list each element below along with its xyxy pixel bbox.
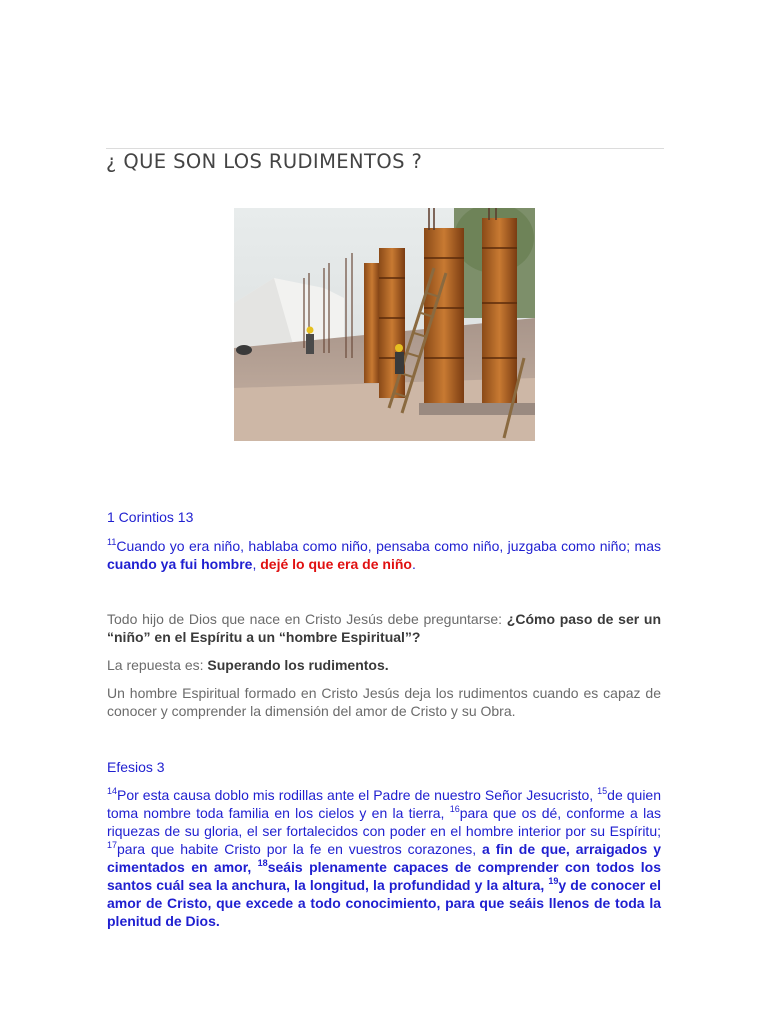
question-paragraph: [107, 610, 661, 646]
page-title: ¿ QUE SON LOS RUDIMENTOS ?: [106, 150, 423, 173]
verse-text: ,: [252, 556, 261, 572]
answer-text: La repuesta es:: [107, 657, 208, 673]
verse-text: para que habite Cristo por la fe en vuestros corazones,: [117, 841, 483, 857]
verse-efesios: [107, 786, 661, 930]
verse-number: 11: [107, 537, 117, 547]
verse-emphasis: y de conocer el amor de Cristo, que excede a todo conocimiento, para que seáis llenos de toda la plenitud de Dios.: [107, 877, 661, 929]
answer-emphasis: Superando los rudimentos.: [207, 657, 389, 673]
verse-emphasis: a fin de que, arraigados y cimentados en amor,: [107, 841, 662, 875]
verse-highlight: dejé lo que era de niño: [260, 556, 412, 572]
verse-emphasis: cuando ya fui hombre: [107, 556, 253, 572]
verse-number: 15: [597, 786, 608, 796]
verse-text: .: [411, 556, 416, 572]
answer-paragraph: [107, 656, 661, 674]
verse-text: para que os dé, conforme a las riquezas de su gloria, el ser fortalecidos con poder en el hombre interior por su Espíritu;: [107, 805, 661, 839]
verse-number: 16: [449, 804, 460, 814]
header-divider: [106, 148, 664, 149]
construction-site-photo: [234, 208, 535, 441]
verse-number: 14: [107, 786, 118, 796]
reference-corintios: 1 Corintios 13: [107, 509, 194, 525]
question-emphasis: ¿Cómo paso de ser un “niño” en el Espíritu a un “hombre Espiritual”?: [107, 611, 661, 645]
verse-corintios: [107, 537, 661, 573]
explanation-paragraph: Un hombre Espiritual formado en Cristo Jesús deja los rudimentos cuando es capaz de conocer y comprender la dimensión del amor de Cristo y su Obra.: [107, 685, 661, 719]
question-text: Todo hijo de Dios que nace en Cristo Jesús debe preguntarse:: [107, 611, 507, 627]
verse-text: de quien toma nombre toda familia en los cielos y en la tierra,: [107, 787, 662, 821]
verse-text: Cuando yo era niño, hablaba como niño, pensaba como niño, juzgaba como niño; mas: [116, 538, 661, 554]
reference-efesios: Efesios 3: [107, 759, 165, 775]
verse-emphasis: seáis plenamente capaces de comprender con todos los santos cuál sea la anchura, la longitud, la profundidad y la altura,: [107, 859, 661, 893]
verse-text: Por esta causa doblo mis rodillas ante el Padre de nuestro Señor Jesucristo,: [117, 787, 598, 803]
verse-number: 17: [107, 840, 118, 850]
verse-number: 19: [548, 876, 559, 886]
verse-number: 18: [257, 858, 268, 868]
